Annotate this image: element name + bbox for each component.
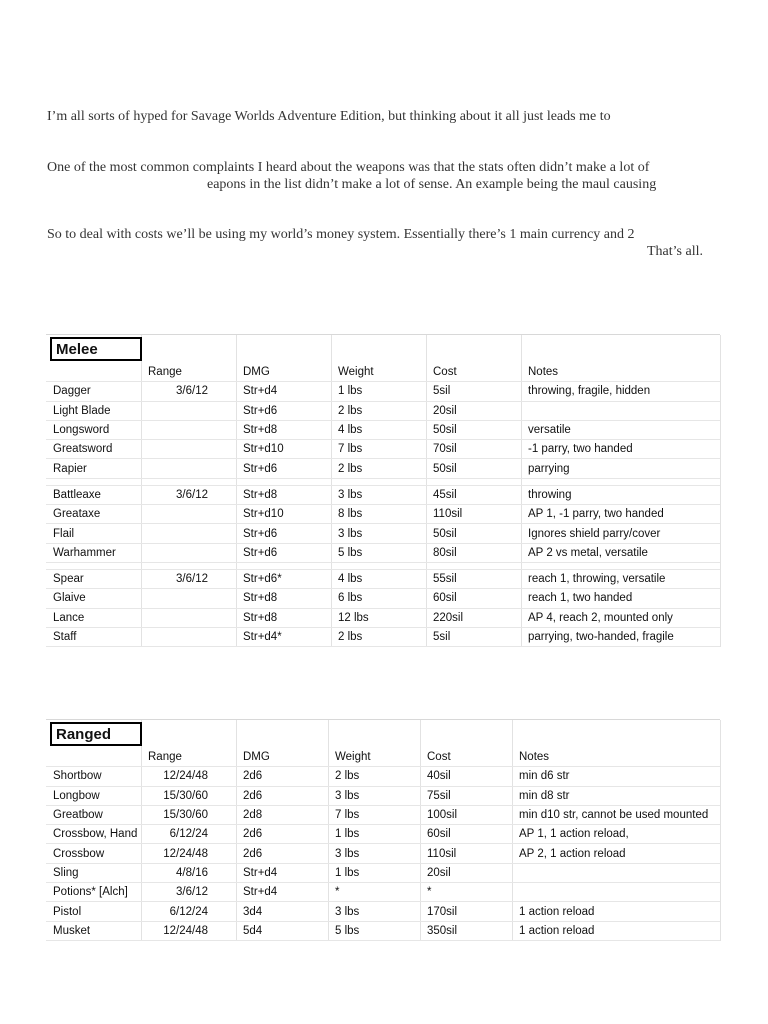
cell-dmg: Str+d10 [243, 443, 284, 456]
cell-name: Dagger [53, 385, 91, 398]
cell-notes: AP 2 vs metal, versatile [528, 546, 648, 559]
cell-name: Light Blade [53, 404, 111, 417]
table-row [46, 767, 720, 786]
cell-weight: 1 lbs [335, 866, 360, 879]
cell-weight: 2 lbs [338, 462, 363, 475]
group-spacer [46, 563, 720, 570]
table-row [46, 570, 720, 589]
cell-dmg: Str+d8 [243, 424, 278, 437]
cell-notes: Notes [528, 366, 559, 379]
melee-table [46, 334, 720, 647]
table-header-row [46, 748, 720, 767]
cell-name: Greatsword [53, 443, 113, 456]
cell-notes: min d8 str [519, 789, 570, 802]
cell-weight: 2 lbs [335, 770, 360, 783]
cell-cost: 60sil [427, 828, 451, 841]
cell-dmg: 5d4 [243, 924, 263, 937]
cell-notes: min d6 str [519, 770, 570, 783]
cell-dmg: Str+d8 [243, 592, 278, 605]
cell-notes: parrying, two-handed, fragile [528, 631, 674, 643]
cell-dmg: Str+d6 [243, 404, 278, 417]
cell-cost: 220sil [433, 611, 464, 624]
costs-paragraph [47, 226, 717, 260]
weapons-text-line2: eapons in the list didn’t make a lot of sense. An example being the maul causing [207, 177, 657, 192]
cell-cost: 50sil [433, 527, 457, 540]
cell-cost: 45sil [433, 488, 457, 501]
cell-dmg: Str+d4 [243, 385, 278, 398]
table-row [46, 609, 720, 628]
table-row [46, 806, 720, 825]
cell-notes: -1 parry, two handed [528, 443, 633, 456]
cell-weight: Weight [335, 751, 371, 764]
table-row [46, 589, 720, 608]
cell-dmg: Str+d8 [243, 611, 278, 624]
cell-weight: 7 lbs [338, 443, 363, 456]
cell-name: Spear [53, 573, 84, 586]
cell-dmg: Str+d8 [243, 488, 278, 501]
cell-notes: AP 4, reach 2, mounted only [528, 611, 673, 624]
cell-name: Shortbow [53, 770, 102, 783]
cell-dmg: Str+d6* [243, 573, 282, 586]
cell-range: 3/6/12 [176, 385, 208, 398]
cell-notes: versatile [528, 424, 571, 437]
table-title: Ranged [50, 722, 142, 746]
cell-notes: reach 1, throwing, versatile [528, 573, 666, 586]
cell-name: Musket [53, 924, 91, 937]
cell-dmg: Str+d10 [243, 508, 284, 521]
cell-weight: 5 lbs [338, 546, 363, 559]
cell-weight: 3 lbs [335, 905, 360, 918]
cell-cost: 40sil [427, 770, 451, 783]
cell-name: Longbow [53, 789, 100, 802]
cell-weight: 7 lbs [335, 809, 360, 822]
cell-dmg: Str+d4 [243, 866, 278, 879]
cell-weight: 3 lbs [338, 527, 363, 540]
cell-cost: 110sil [433, 508, 463, 521]
table-row [46, 825, 720, 844]
cell-dmg: 2d6 [243, 789, 263, 802]
cell-name: Warhammer [53, 546, 116, 559]
cell-range: Range [148, 366, 182, 379]
cell-notes: AP 1, -1 parry, two handed [528, 508, 664, 521]
cell-dmg: 2d8 [243, 809, 263, 822]
cell-dmg: DMG [243, 366, 270, 379]
cell-range: 15/30/60 [163, 809, 208, 822]
cell-dmg: 2d6 [243, 770, 263, 783]
cell-notes: min d10 str, cannot be used mounted [519, 809, 709, 822]
cell-cost: 20sil [433, 404, 457, 417]
cell-range: 15/30/60 [163, 789, 208, 802]
cell-range: 12/24/48 [163, 770, 208, 783]
table-row [46, 505, 720, 524]
cell-cost: 60sil [433, 592, 457, 605]
cell-notes: reach 1, two handed [528, 592, 633, 605]
cell-cost: 75sil [427, 789, 451, 802]
cell-cost: 170sil [427, 905, 458, 918]
cell-notes: AP 1, 1 action reload, [519, 828, 629, 841]
cell-range: 3/6/12 [176, 488, 208, 501]
table-row [46, 902, 720, 921]
cell-dmg: 3d4 [243, 905, 263, 918]
cell-name: Crossbow, Hand [53, 828, 138, 841]
cell-name: Battleaxe [53, 488, 101, 501]
cell-weight: 4 lbs [338, 573, 363, 586]
table-row [46, 382, 720, 401]
cell-notes: throwing, fragile, hidden [528, 385, 651, 398]
cell-notes: 1 action reload [519, 905, 595, 918]
cell-weight: 3 lbs [338, 488, 363, 501]
cell-cost: 50sil [433, 424, 457, 437]
cell-range: 6/12/24 [169, 905, 208, 918]
cell-weight: 3 lbs [335, 789, 360, 802]
table-row [46, 883, 720, 902]
cell-range: 12/24/48 [163, 924, 208, 937]
cell-weight: 5 lbs [335, 924, 360, 937]
cell-weight: 1 lbs [338, 385, 363, 398]
cell-name: Crossbow [53, 847, 105, 860]
cell-cost: 70sil [433, 443, 457, 456]
cell-name: Greatbow [53, 809, 103, 822]
table-title-row [46, 720, 720, 748]
cell-name: Longsword [53, 424, 110, 437]
cell-range: Range [148, 751, 182, 764]
cell-range: 3/6/12 [176, 573, 208, 586]
cell-weight: 12 lbs [338, 611, 369, 624]
cell-dmg: DMG [243, 751, 270, 764]
cell-notes: Notes [519, 751, 550, 764]
cell-dmg: Str+d6 [243, 546, 278, 559]
cell-weight: 6 lbs [338, 592, 363, 605]
cell-range: 6/12/24 [169, 828, 208, 841]
cell-weight: 4 lbs [338, 424, 363, 437]
cell-cost: 50sil [433, 462, 457, 475]
cell-notes: AP 2, 1 action reload [519, 847, 626, 860]
table-row [46, 544, 720, 563]
grid-line [720, 335, 721, 647]
cell-notes: throwing [528, 488, 572, 501]
cell-notes: Ignores shield parry/cover [528, 527, 661, 540]
cell-name: Flail [53, 527, 75, 540]
cell-notes: parrying [528, 462, 570, 475]
cell-cost: 350sil [427, 924, 458, 937]
table-row [46, 844, 720, 863]
table-row [46, 421, 720, 440]
cell-cost: 110sil [427, 847, 457, 860]
intro-paragraph [47, 108, 717, 125]
cell-weight: 2 lbs [338, 631, 363, 643]
cell-cost: 100sil [427, 809, 458, 822]
cell-cost: 5sil [433, 385, 451, 398]
intro-text: I’m all sorts of hyped for Savage Worlds Adventure Edition, but thinking about it all just leads me to [47, 109, 611, 124]
cell-dmg: 2d6 [243, 828, 263, 841]
cell-weight: 2 lbs [338, 404, 363, 417]
costs-text-line2: That’s all. [647, 244, 703, 259]
cell-name: Rapier [53, 462, 87, 475]
cell-name: Lance [53, 611, 85, 624]
cell-range: 3/6/12 [176, 886, 208, 899]
table-row [46, 864, 720, 883]
table-title: Melee [50, 337, 142, 361]
table-row [46, 628, 720, 647]
cell-dmg: Str+d6 [243, 527, 278, 540]
table-row [46, 402, 720, 421]
cell-weight: * [335, 886, 340, 899]
table-row [46, 440, 720, 459]
costs-text-line1: So to deal with costs we’ll be using my world’s money system. Essentially there’s 1 main currency and 2 [47, 227, 635, 242]
table-row [46, 486, 720, 505]
cell-name: Sling [53, 866, 79, 879]
cell-weight: 8 lbs [338, 508, 363, 521]
cell-dmg: Str+d4 [243, 886, 278, 899]
ranged-table [46, 719, 720, 941]
cell-dmg: 2d6 [243, 847, 263, 860]
table-header-row [46, 363, 720, 382]
grid-line [720, 720, 721, 941]
cell-name: Staff [53, 631, 77, 643]
weapons-paragraph [47, 159, 717, 193]
cell-name: Glaive [53, 592, 86, 605]
cell-dmg: Str+d6 [243, 462, 278, 475]
cell-cost: 55sil [433, 573, 457, 586]
cell-range: 4/8/16 [176, 866, 208, 879]
cell-dmg: Str+d4* [243, 631, 282, 643]
cell-range: 12/24/48 [163, 847, 208, 860]
cell-weight: 1 lbs [335, 828, 360, 841]
weapons-text-line1: One of the most common complaints I heard about the weapons was that the stats often didn’t make a lot of [47, 160, 650, 175]
cell-name: Greataxe [53, 508, 101, 521]
table-title-row [46, 335, 720, 363]
table-row [46, 524, 720, 543]
table-row [46, 459, 720, 478]
cell-cost: * [427, 886, 432, 899]
table-row [46, 922, 720, 941]
cell-name: Potions* [Alch] [53, 886, 128, 899]
cell-cost: 80sil [433, 546, 457, 559]
group-spacer [46, 479, 720, 486]
cell-notes: 1 action reload [519, 924, 595, 937]
cell-cost: Cost [433, 366, 457, 379]
cell-weight: Weight [338, 366, 374, 379]
cell-weight: 3 lbs [335, 847, 360, 860]
table-row [46, 787, 720, 806]
cell-cost: Cost [427, 751, 451, 764]
cell-cost: 5sil [433, 631, 451, 643]
cell-name: Pistol [53, 905, 82, 918]
cell-cost: 20sil [427, 866, 451, 879]
